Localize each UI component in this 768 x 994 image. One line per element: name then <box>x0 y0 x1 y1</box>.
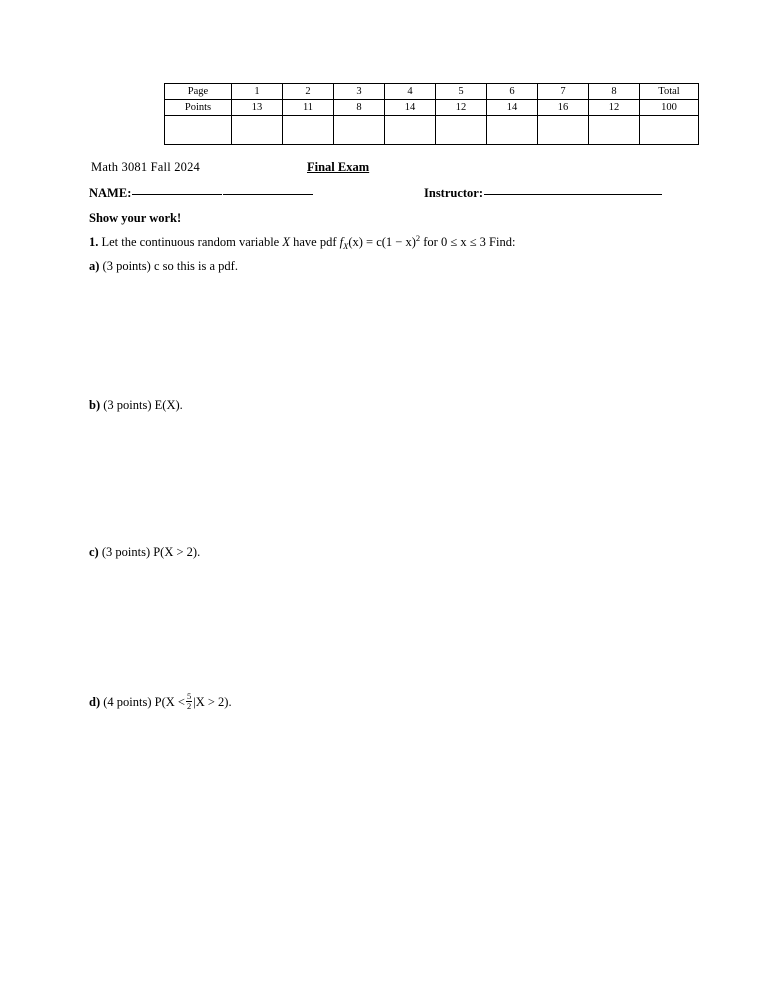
points-col-3: 8 <box>334 100 385 116</box>
pdf-expression: (x) = c(1 − x) <box>348 235 416 249</box>
stem-text-mid: have pdf <box>293 235 337 249</box>
instructor-field-label <box>424 186 662 201</box>
table-row-score-entry <box>165 116 699 145</box>
part-c-text: P(X > 2). <box>153 545 201 559</box>
problem-1-stem <box>89 233 515 251</box>
course-line: Math 3081 Fall 2024 <box>91 160 201 174</box>
stem-text-before: Let the continuous random variable <box>101 235 280 249</box>
name-input-ext[interactable] <box>223 194 313 195</box>
table-row-points <box>165 100 699 116</box>
score-cell-5[interactable] <box>436 116 487 145</box>
points-col-6: 14 <box>487 100 538 116</box>
pdf-function-f: f <box>339 235 344 249</box>
page-col-3: 3 <box>334 84 385 100</box>
table-row-page <box>165 84 699 100</box>
page-col-4: 4 <box>385 84 436 100</box>
instructor-input[interactable] <box>484 194 662 195</box>
part-a-points: (3 points) <box>102 259 151 273</box>
page-col-2: 2 <box>283 84 334 100</box>
grade-table <box>164 83 699 145</box>
name-input[interactable] <box>132 194 222 195</box>
part-a-label: a) <box>89 259 100 273</box>
problem-1-part-c <box>89 545 200 560</box>
score-cell-total[interactable] <box>640 116 699 145</box>
stem-variable: X <box>282 235 290 249</box>
page-col-1: 1 <box>232 84 283 100</box>
part-d-text-prefix: P(X < <box>154 694 185 709</box>
page-col-total: Total <box>640 84 699 100</box>
page-col-6: 6 <box>487 84 538 100</box>
page-col-5: 5 <box>436 84 487 100</box>
problem-1-part-a <box>89 259 238 274</box>
points-col-total: 100 <box>640 100 699 116</box>
problem-1-part-b <box>89 398 183 413</box>
score-cell-4[interactable] <box>385 116 436 145</box>
stem-text-range: for 0 ≤ x ≤ 3 Find: <box>423 235 516 249</box>
name-field-label <box>89 186 313 201</box>
part-b-text: E(X). <box>154 398 183 412</box>
page-col-7: 7 <box>538 84 589 100</box>
page-title: Final Exam <box>307 160 370 174</box>
page-col-8: 8 <box>589 84 640 100</box>
fraction-denominator: 2 <box>186 700 192 711</box>
part-b-points: (3 points) <box>103 398 152 412</box>
part-d-text-suffix: |X > 2). <box>193 694 232 709</box>
fraction-numerator: 5 <box>186 691 192 701</box>
problem-1-part-d <box>89 692 232 711</box>
points-col-4: 14 <box>385 100 436 116</box>
score-cell-7[interactable] <box>538 116 589 145</box>
part-d-label: d) <box>89 694 101 709</box>
points-col-1: 13 <box>232 100 283 116</box>
score-cell-2[interactable] <box>283 116 334 145</box>
score-cell-3[interactable] <box>334 116 385 145</box>
score-cell-label[interactable] <box>165 116 232 145</box>
points-col-7: 16 <box>538 100 589 116</box>
instructor-label: Instructor: <box>424 186 484 200</box>
pdf-exponent: 2 <box>415 233 421 243</box>
row-label-page: Page <box>165 84 232 100</box>
score-cell-6[interactable] <box>487 116 538 145</box>
row-label-points: Points <box>165 100 232 116</box>
points-col-2: 11 <box>283 100 334 116</box>
part-d-points: (4 points) <box>103 694 152 709</box>
name-label: NAME: <box>89 186 132 200</box>
part-d-fraction <box>186 692 192 711</box>
part-b-label: b) <box>89 398 101 412</box>
instruction-text: Show your work! <box>89 211 182 225</box>
part-a-text: c so this is a pdf. <box>153 259 238 273</box>
points-col-5: 12 <box>436 100 487 116</box>
score-cell-8[interactable] <box>589 116 640 145</box>
part-c-points: (3 points) <box>101 545 151 559</box>
part-c-label: c) <box>89 545 99 559</box>
problem-number: 1. <box>89 235 99 249</box>
score-cell-1[interactable] <box>232 116 283 145</box>
points-col-8: 12 <box>589 100 640 116</box>
pdf-subscript-x: X <box>343 241 349 251</box>
